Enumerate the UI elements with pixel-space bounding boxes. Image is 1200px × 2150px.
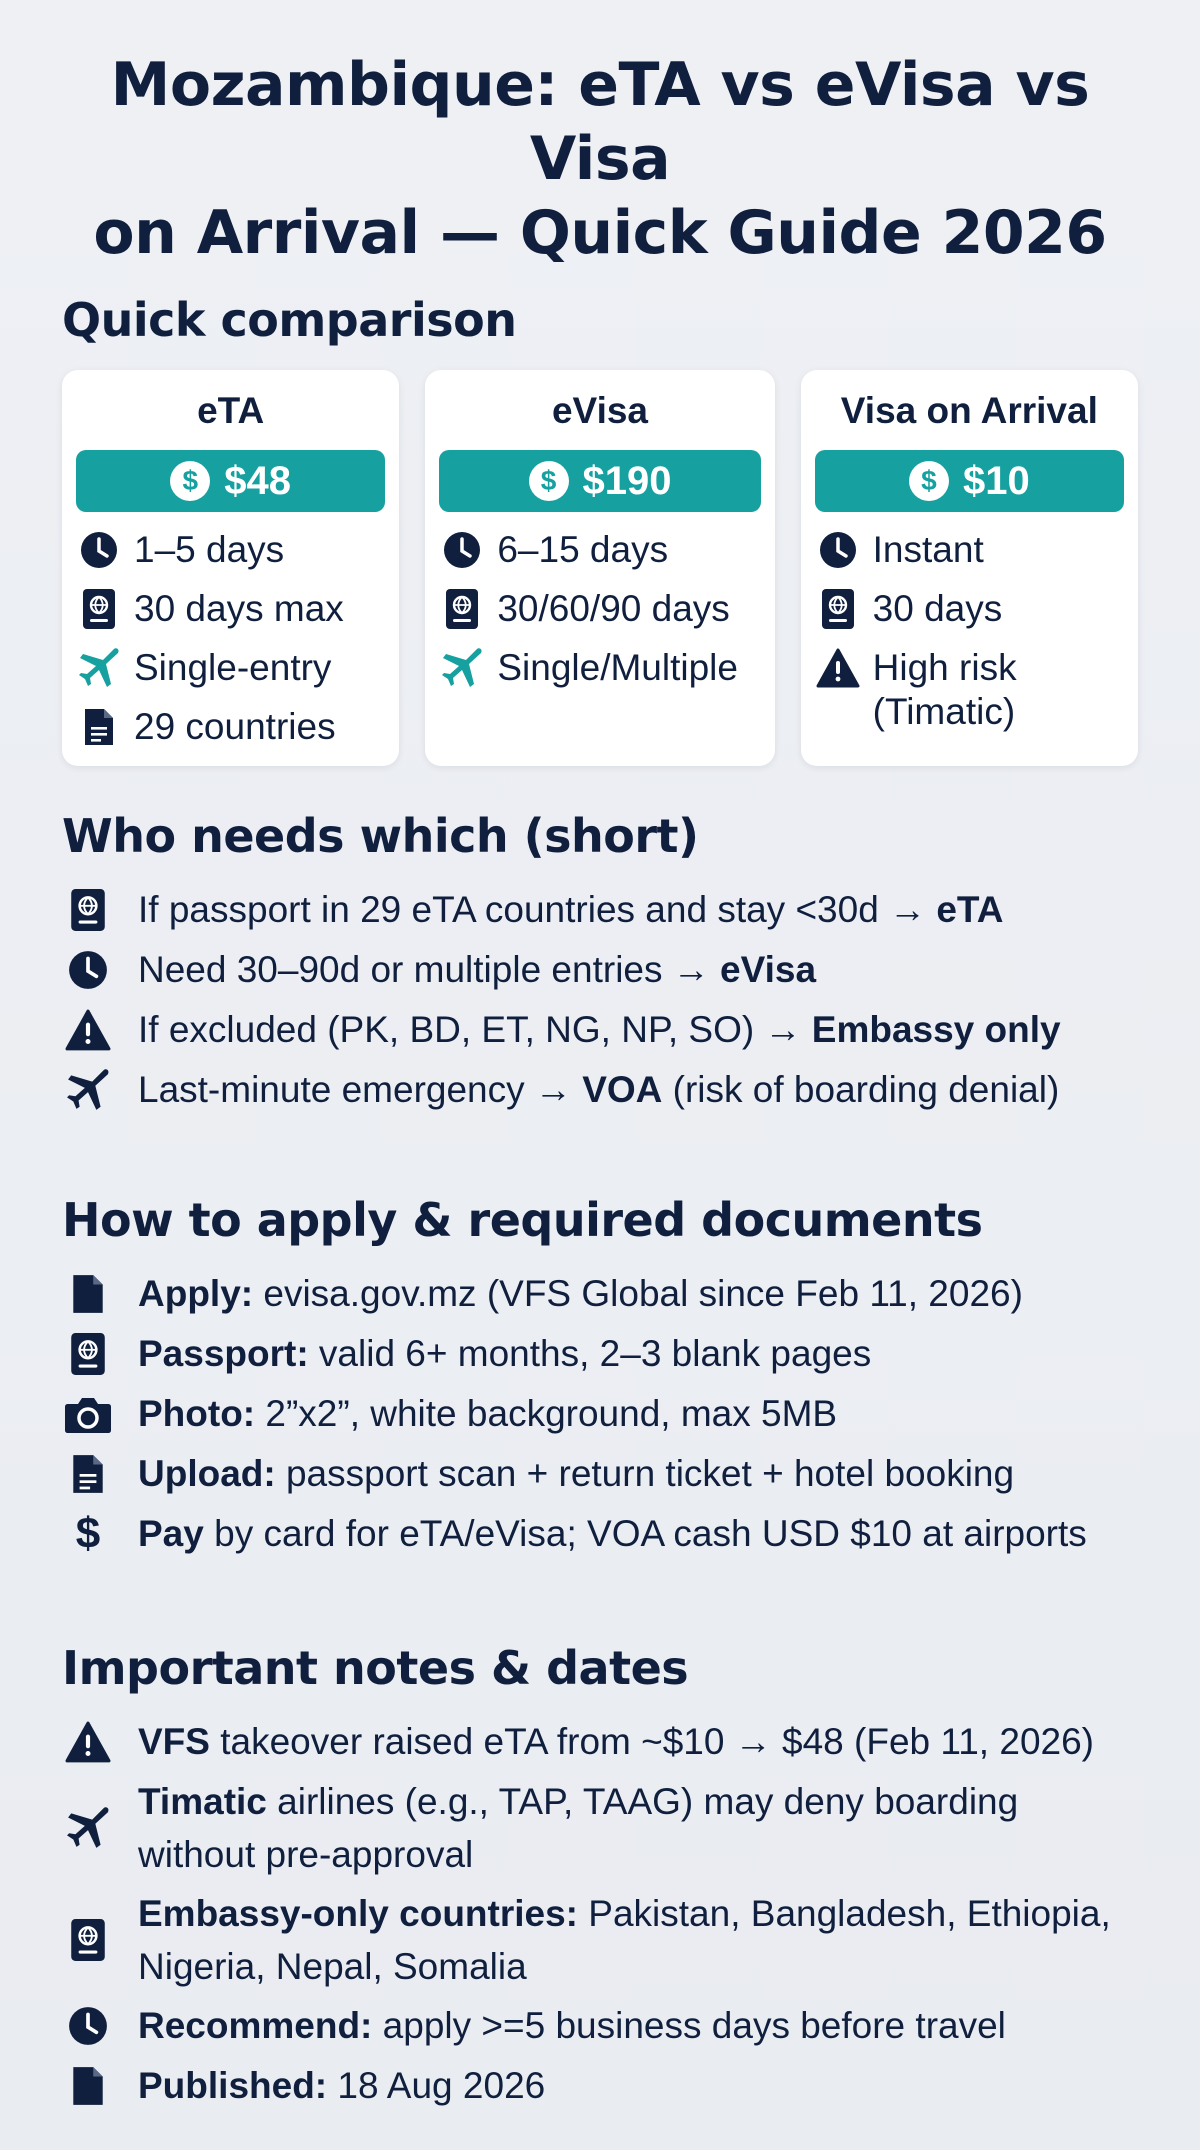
document-icon xyxy=(76,697,122,756)
passport-icon xyxy=(62,1328,114,1380)
apply-section xyxy=(62,1192,1138,1564)
item-text: If passport in 29 eTA countries and stay <30d → xyxy=(138,889,937,930)
list-item xyxy=(62,1384,1138,1444)
plane-icon xyxy=(62,1064,114,1116)
plane-icon xyxy=(439,638,485,697)
warning-icon xyxy=(62,1004,114,1056)
plane-icon xyxy=(76,638,122,697)
item-label: Apply: xyxy=(138,1273,254,1314)
item-text: passport scan + return ticket + hotel booking xyxy=(275,1453,1015,1494)
list-item xyxy=(62,880,1138,940)
item-text: valid 6+ months, 2–3 blank pages xyxy=(308,1333,872,1374)
clock-icon xyxy=(62,2000,114,2052)
item-label: Pay xyxy=(138,1513,204,1554)
page-title xyxy=(62,48,1138,270)
list-item xyxy=(62,1712,1138,1772)
comparison-section xyxy=(62,292,1138,766)
item-text: airlines (e.g., TAP, TAAG) may deny boarding without pre-approval xyxy=(138,1781,1019,1875)
row-text: Single/Multiple xyxy=(497,647,738,688)
plane-icon xyxy=(62,1802,114,1854)
comparison-cards xyxy=(62,370,1138,766)
item-emphasis: VOA xyxy=(582,1069,663,1110)
list-item xyxy=(62,1996,1138,2056)
item-text-after: (risk of boarding denial) xyxy=(662,1069,1060,1110)
dollar-circle-icon: $ xyxy=(529,461,569,501)
card-row-risk xyxy=(815,646,1124,734)
price-badge xyxy=(76,450,385,512)
list-item xyxy=(62,1264,1138,1324)
item-text: Last-minute emergency → xyxy=(138,1069,583,1110)
card-row-stay xyxy=(76,579,385,638)
card-visa-on-arrival xyxy=(801,370,1138,766)
price-value: $48 xyxy=(224,458,292,503)
item-text: Need 30–90d or multiple entries → xyxy=(138,949,721,990)
card-eta xyxy=(62,370,399,766)
item-label: Upload: xyxy=(138,1453,276,1494)
item-text: evisa.gov.mz (VFS Global since Feb 11, 2026) xyxy=(253,1273,1023,1314)
item-text: by card for eTA/eVisa; VOA cash USD $10 at airports xyxy=(203,1513,1087,1554)
item-text: 18 Aug 2026 xyxy=(327,2065,546,2106)
item-text: takeover raised eTA from ~$10 → $48 (Feb 11, 2026) xyxy=(209,1721,1094,1762)
item-label: Recommend: xyxy=(138,2005,373,2046)
who-section xyxy=(62,808,1138,1120)
card-title: eTA xyxy=(197,390,265,431)
passport-icon xyxy=(62,884,114,936)
item-label: Photo: xyxy=(138,1393,256,1434)
list-item xyxy=(62,1324,1138,1384)
card-row-processing xyxy=(439,520,760,579)
list-item xyxy=(62,1000,1138,1060)
row-text: 1–5 days xyxy=(134,529,285,570)
item-emphasis: eVisa xyxy=(720,949,817,990)
list-item xyxy=(62,1504,1138,1564)
notes-section xyxy=(62,1640,1138,2116)
list-item xyxy=(62,1884,1138,1996)
list-item xyxy=(62,1444,1138,1504)
comparison-heading: Quick comparison xyxy=(62,293,517,347)
item-emphasis: Embassy only xyxy=(811,1009,1061,1050)
apply-heading: How to apply & required documents xyxy=(62,1193,983,1247)
price-value: $190 xyxy=(582,458,672,503)
row-text: 29 countries xyxy=(134,706,336,747)
clock-icon xyxy=(439,520,485,579)
item-text: 2”x2”, white background, max 5MB xyxy=(255,1393,838,1434)
card-row-processing xyxy=(815,520,1124,579)
card-row-entry xyxy=(76,638,385,697)
clock-icon xyxy=(62,944,114,996)
row-text: Instant xyxy=(872,529,984,570)
clock-icon xyxy=(76,520,122,579)
item-text: If excluded (PK, BD, ET, NG, NP, SO) → xyxy=(138,1009,812,1050)
clock-icon xyxy=(815,520,861,579)
passport-icon xyxy=(815,579,861,638)
row-text: Single-entry xyxy=(134,647,332,688)
item-text: apply >=5 business days before travel xyxy=(372,2005,1006,2046)
item-label: VFS xyxy=(138,1721,210,1762)
price-badge xyxy=(439,450,760,512)
passport-icon xyxy=(439,579,485,638)
card-row-entry xyxy=(439,638,760,697)
who-list xyxy=(62,880,1138,1120)
price-value: $10 xyxy=(962,458,1030,503)
card-title: Visa on Arrival xyxy=(840,390,1098,431)
item-label: Passport: xyxy=(138,1333,309,1374)
row-text: 30 days xyxy=(872,588,1003,629)
notes-list xyxy=(62,1712,1138,2116)
card-title: eVisa xyxy=(551,390,649,431)
list-item xyxy=(62,2056,1138,2116)
passport-icon xyxy=(76,579,122,638)
list-item xyxy=(62,1772,1138,1884)
card-row-stay xyxy=(439,579,760,638)
title-line-1: Mozambique: eTA vs eVisa vs Visa xyxy=(110,50,1090,194)
card-row-processing xyxy=(76,520,385,579)
title-line-2: on Arrival — Quick Guide 2026 xyxy=(93,198,1107,268)
apply-list xyxy=(62,1264,1138,1564)
row-text: 30 days max xyxy=(134,588,344,629)
upload-document-icon xyxy=(62,1448,114,1500)
warning-icon xyxy=(62,1716,114,1768)
document-icon xyxy=(62,1268,114,1320)
dollar-circle-icon: $ xyxy=(909,461,949,501)
item-label: Timatic xyxy=(138,1781,267,1822)
row-text: 6–15 days xyxy=(497,529,669,570)
item-label: Published: xyxy=(138,2065,328,2106)
warning-icon xyxy=(815,646,861,690)
document-icon xyxy=(62,2060,114,2112)
passport-icon xyxy=(62,1914,114,1966)
card-row-countries xyxy=(76,697,385,756)
who-heading: Who needs which (short) xyxy=(62,809,699,863)
list-item xyxy=(62,940,1138,1000)
item-emphasis: eTA xyxy=(936,889,1004,930)
item-label: Embassy-only countries: xyxy=(138,1893,579,1934)
list-item xyxy=(62,1060,1138,1120)
camera-icon xyxy=(62,1388,114,1440)
row-text: 30/60/90 days xyxy=(497,588,730,629)
item-text: Pakistan, Bangladesh, Ethiopia, Nigeria, Nepal, Somalia xyxy=(138,1893,1111,1987)
price-badge xyxy=(815,450,1124,512)
dollar-icon: $ xyxy=(75,1509,101,1558)
row-text: High risk (Timatic) xyxy=(872,647,1017,732)
card-evisa xyxy=(425,370,774,766)
notes-heading: Important notes & dates xyxy=(62,1641,689,1695)
card-row-stay xyxy=(815,579,1124,638)
dollar-circle-icon: $ xyxy=(170,461,210,501)
